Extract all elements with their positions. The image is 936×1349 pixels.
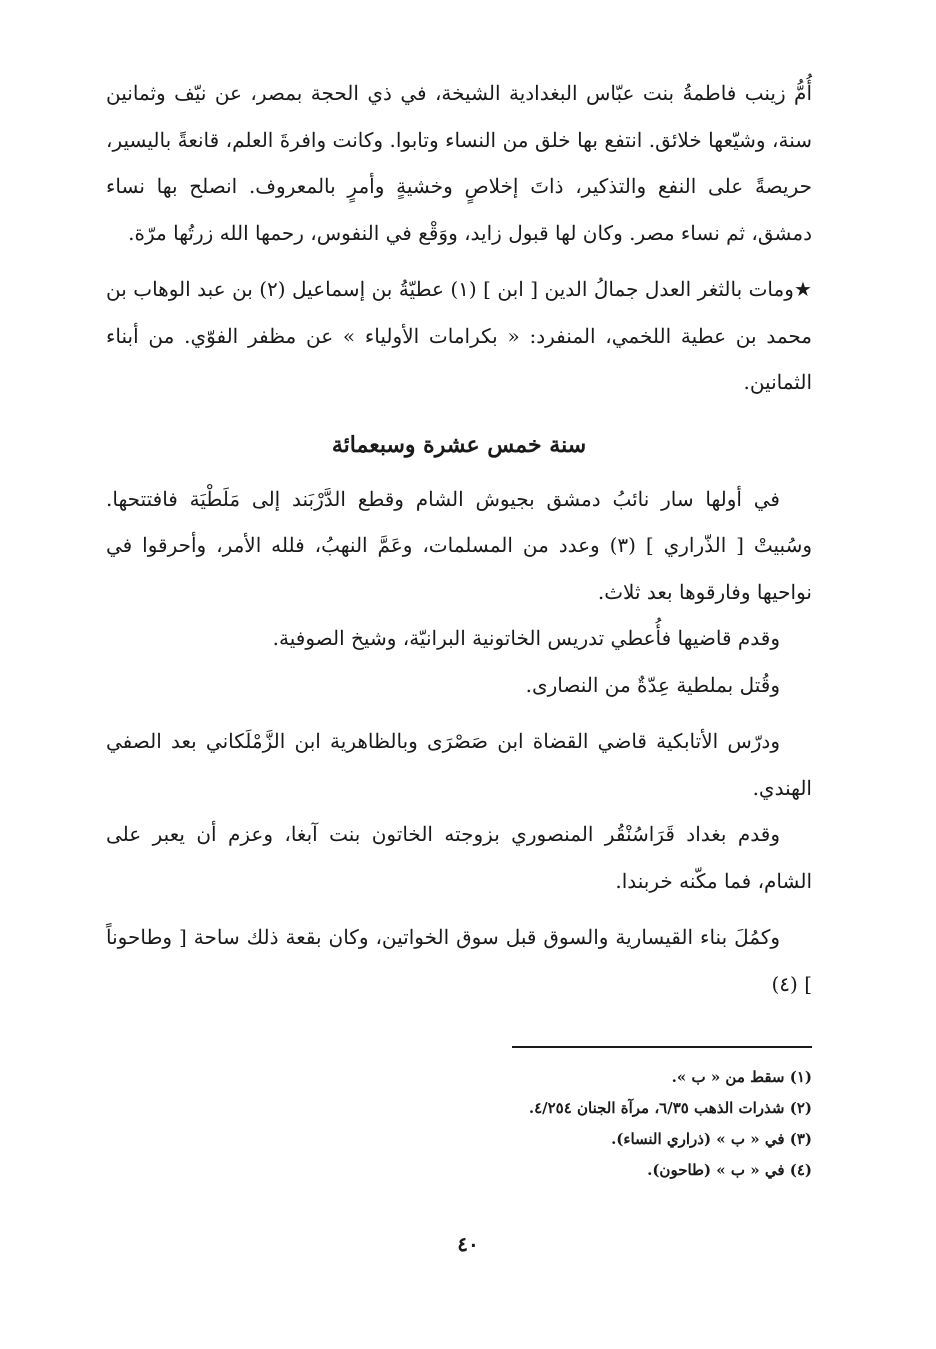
footnote-2: (٢) شذرات الذهب ٦/٣٥، مرآة الجنان ٤/٢٥٤. [528,1099,812,1117]
main-text [106,70,812,1007]
paragraph-obituary-jamal-al-din: ★ومات بالثغر العدل جمالُ الدين [ ابن ] (١) عطيّةُ بن إسماعيل (٢) بن عبد الوهاب بن محمد بن عطية اللخمي، المنفرد: « بكرامات الأولياء » عن مظفر الفوّي. من أبناء الثمانين. [106,277,812,394]
paragraph-qaysariya-market: وكمُلَ بناء القيسارية والسوق قبل سوق الخواتين، وكان بقعة ذلك ساحة [ وطاحوناً ] (٤) [106,925,812,996]
footnote-3: (٣) في « ب » (ذراري النساء). [611,1130,812,1148]
footnote-1: (١) سقط من « ب ». [671,1068,812,1086]
paragraph-qarasunqur-baghdad: وقدم بغداد قَرَاسُنْقُر المنصوري بزوجته الخاتون بنت آبغا، وعزم أن يعبر على الشام، فما مكّنه خربندا. [106,822,812,893]
section-heading: سنة خمس عشرة وسبعمائة [331,431,587,458]
footnote-4: (٤) في « ب » (طاحون). [647,1161,812,1179]
paragraph-obituary-fatima: أُمُّ زينب فاطمةُ بنت عبّاس البغدادية الشيخة، في ذي الحجة بمصر، عن نيّف وثمانين سنة، وشيّعها خلائق. انتفع بها خلق من النساء وتابوا. وكانت وافرةَ العلم، قانعةً باليسير، حريصةً على النفع والتذكير، ذاتَ إخلاصٍ وخشيةٍ وأمرٍ بالمعروف. انصلح بها نساء دمشق، ثم نساء مصر. وكان لها قبول زايد، ووَقْع في النفوس، رحمها الله زرتُها مرّة. [106,81,813,245]
page-number: ٤٠ [457,1232,479,1256]
paragraph-malatya-conquest: في أولها سار نائبُ دمشق بجيوش الشام وقطع الدَّرْبَند إلى مَلَطْيَة فافتتحها. وسُبيتْ [ الذّراري ] (٣) وعدد من المسلمات، وعَمَّ النهبُ، فلله الأمر، وأحرقوا في نواحيها وفارقوها بعد ثلاث. [106,486,813,604]
paragraph-atabakiya-teaching: ودرّس الأتابكية قاضي القضاة ابن صَصْرَى وبالظاهرية ابن الزَّمْلَكاني بعد الصفي الهندي. [106,729,812,800]
footnote-divider [512,1046,812,1048]
paragraph-judge-appointment: وقدم قاضيها فأُعطي تدريس الخاتونية البرانيّة، وشيخ الصوفية. [272,626,780,650]
footnotes [300,1062,812,1186]
paragraph-christians-killed: وقُتل بملطية عِدّةٌ من النصارى. [525,672,780,697]
